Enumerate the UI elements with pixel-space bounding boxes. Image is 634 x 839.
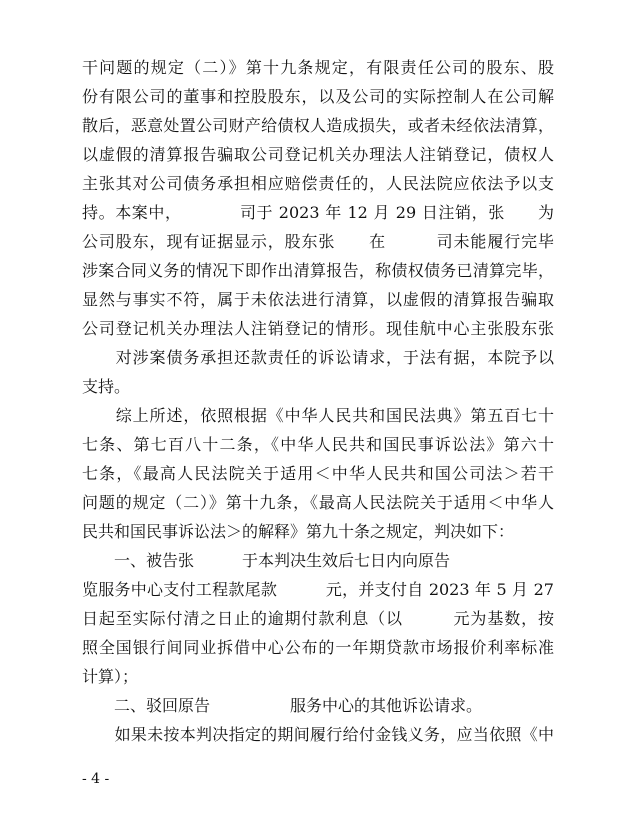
text-line: 日起至实际付清之日止的逾期付款利息（以 元为基数，按 (82, 609, 554, 628)
text-line: 主张其对公司债务承担相应赔偿责任的，人民法院应依法予以支 (82, 174, 554, 193)
text-line: 公司登记机关办理法人注销登记的情形。现佳航中心主张股东张 (82, 319, 554, 338)
text-line: 七条，《最高人民法院关于适用＜中华人民共和国公司法＞若干 (82, 464, 554, 483)
page-number: - 4 - (82, 771, 110, 787)
text-line: 以虚假的清算报告骗取公司登记机关办理法人注销登记，债权人 (82, 145, 554, 164)
text-line: 对涉案债务承担还款责任的诉讼请求，于法有据，本院予以 (82, 348, 554, 367)
text-line: 问题的规定（二）》第十九条，《最高人民法院关于适用＜中华人 (82, 493, 554, 512)
text-line: 览服务中心支付工程款尾款 元，并支付自 2023 年 5 月 27 (82, 580, 554, 599)
text-line: 公司股东，现有证据显示，股东张 在 司未能履行完毕 (82, 232, 554, 251)
text-line: 综上所述，依照根据《中华人民共和国民法典》第五百七十 (82, 406, 554, 425)
text-line: 散后，恶意处置公司财产给债权人造成损失，或者未经依法清算， (82, 116, 554, 135)
text-line: 持。本案中， 司于 2023 年 12 月 29 日注销，张 为 (82, 203, 554, 222)
text-line: 如果未按本判决指定的期间履行给付金钱义务，应当依照《中 (82, 725, 554, 744)
text-line: 计算）； (82, 667, 139, 686)
text-line: 涉案合同义务的情况下即作出清算报告，称债权债务已清算完毕， (82, 261, 554, 280)
text-line: 支持。 (82, 377, 131, 396)
text-line: 干问题的规定（二）》第十九条规定，有限责任公司的股东、股 (82, 58, 554, 77)
text-line: 显然与事实不符，属于未依法进行清算，以虚假的清算报告骗取 (82, 290, 554, 309)
text-line: 二、驳回原告 服务中心的其他诉讼请求。 (82, 696, 483, 715)
text-line: 照全国银行间同业拆借中心公布的一年期贷款市场报价利率标准 (82, 638, 554, 657)
text-line: 七条、第七百八十二条，《中华人民共和国民事诉讼法》第六十 (82, 435, 554, 454)
text-line: 一、被告张 于本判决生效后七日内向原告 (82, 551, 451, 570)
text-line: 民共和国民事诉讼法＞的解释》第九十条之规定，判决如下： (82, 522, 515, 541)
text-line: 份有限公司的董事和控股股东，以及公司的实际控制人在公司解 (82, 87, 554, 106)
